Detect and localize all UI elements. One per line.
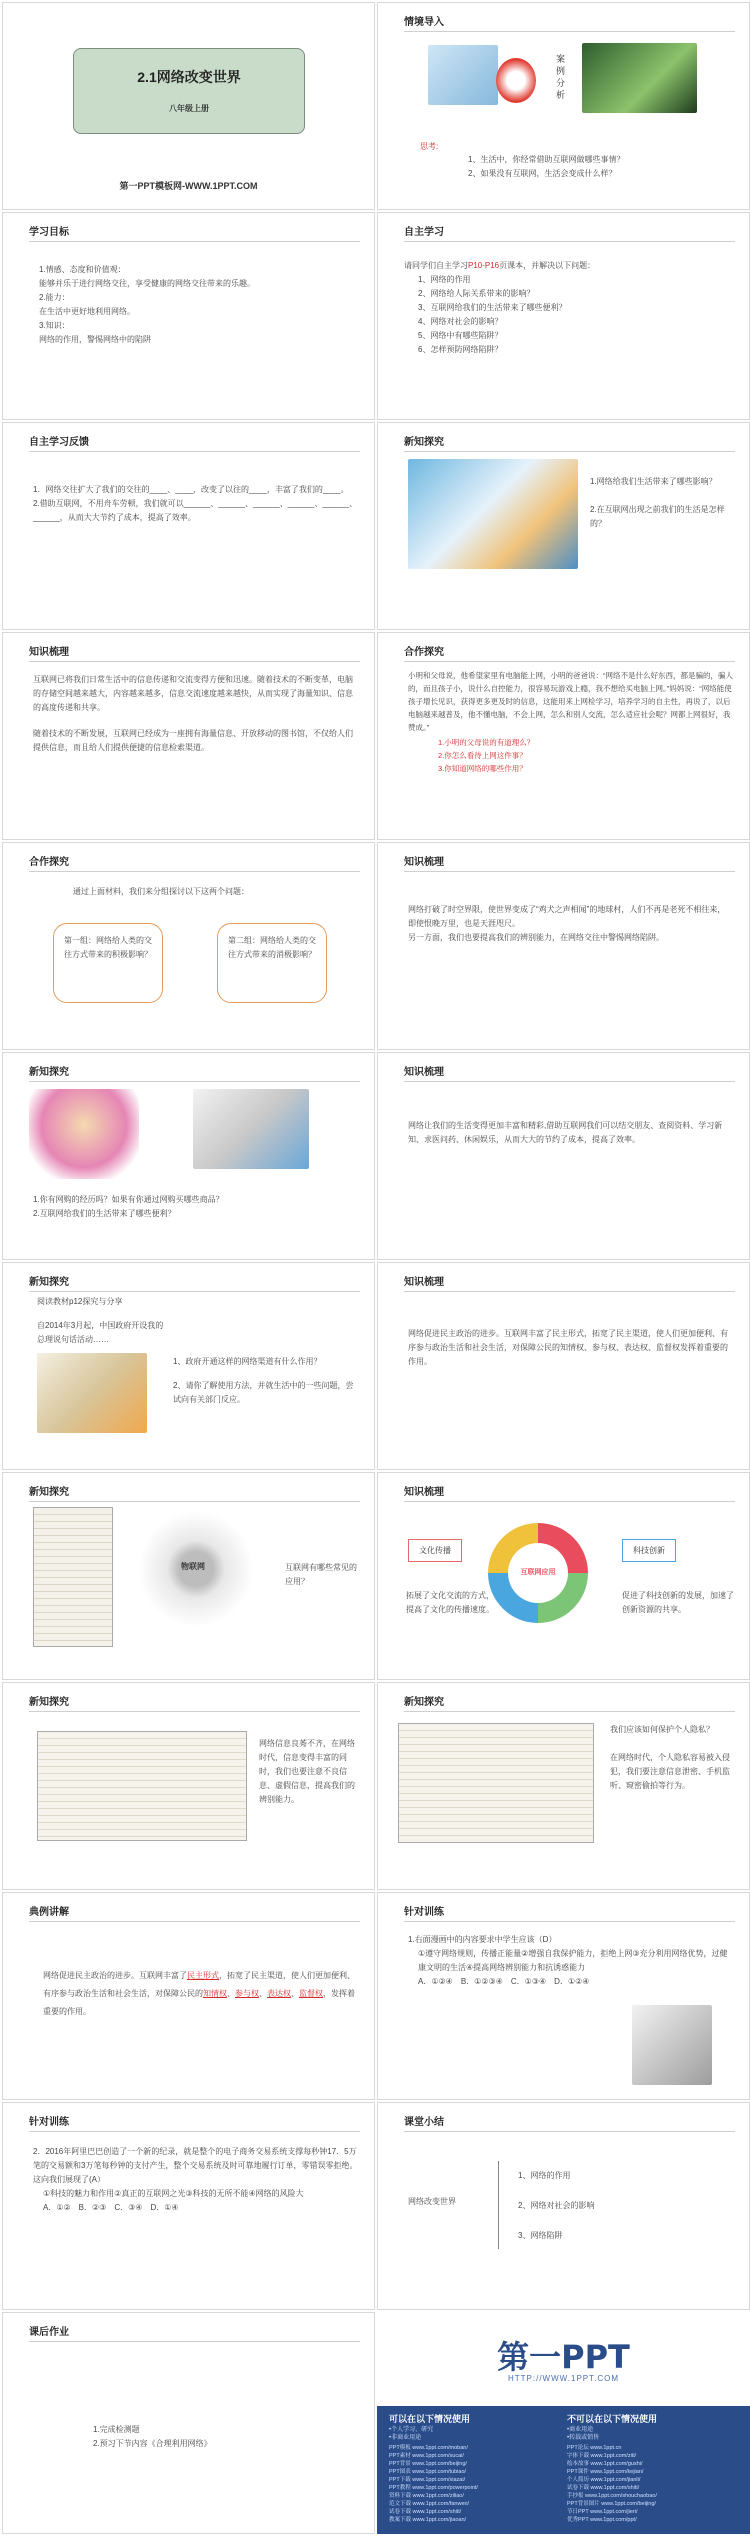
goal-line: 能够并乐于进行网络交往，享受健康的网络交往带来的乐趣。 — [39, 279, 255, 288]
tag-tech: 科技创新 — [622, 1539, 676, 1562]
summary-item: 1、网络的作用 — [518, 2171, 571, 2180]
resource-link[interactable]: 试卷下载 www.1ppt.com/shiti/ — [567, 2485, 640, 2491]
privacy-text — [610, 1723, 733, 1793]
study-item: 1、网络的作用 — [418, 275, 471, 284]
answers: A．①② B．②③ C．③④ D．①④ — [43, 2203, 179, 2212]
computer-photo — [428, 45, 498, 105]
divider — [29, 2131, 360, 2132]
slide-practice-2[interactable] — [2, 2102, 375, 2310]
answer-blank: 监督权 — [299, 1989, 323, 1998]
slide-heading: 情境导入 — [404, 17, 444, 28]
divider — [29, 1501, 360, 1502]
question-1: 1.你有网购的经历吗？如果有你通过网购买哪些商品？ — [33, 1195, 224, 1204]
tag-culture: 文化传播 — [408, 1539, 462, 1562]
resource-link[interactable]: 范文下载 www.1ppt.com/fanwen/ — [389, 2501, 470, 2507]
article-clipping — [398, 1723, 594, 1843]
title-box — [73, 48, 305, 134]
case-label: 案例分析 — [556, 54, 566, 100]
intro-questions — [468, 153, 733, 181]
study-item: 6、怎样预防网络陷阱？ — [418, 345, 503, 354]
resource-link[interactable]: PPT模板 www.1ppt.com/moban/ — [389, 2445, 468, 2451]
answer-blank: 知情权 — [203, 1989, 227, 1998]
slide-self-study[interactable] — [377, 212, 750, 420]
slide-heading: 新知探究 — [404, 1697, 444, 1708]
resource-link[interactable]: 节日PPT www.1ppt.com/jieri/ — [567, 2509, 638, 2515]
goal-line: 2.能力： — [39, 293, 70, 302]
paragraph: 在网络时代，个人隐私容易被入侵犯，我们要注意信息泄密、手机监听、窥密偷拍等行为。 — [610, 1753, 730, 1790]
slide-explore-6[interactable] — [377, 1682, 750, 1890]
slide-explore-5[interactable] — [2, 1682, 375, 1890]
person-photo — [582, 43, 697, 113]
slide-knowledge-2[interactable] — [377, 842, 750, 1050]
paragraph: 网络打破了时空界限，使世界变成了“鸡犬之声相闻”的地球村，人们不再是老死不相往来，即使恨晚万里，也是天涯咫尺。 — [408, 905, 726, 928]
answer-blank: 表达权 — [267, 1989, 291, 1998]
slide-cooperate-2[interactable] — [2, 842, 375, 1050]
paragraph: 另一方面，我们也要提高我们的辨别能力，在网络交往中警惕网络陷阱。 — [408, 933, 664, 942]
divider — [29, 241, 360, 242]
paragraph: 随着技术的不断发展，互联网已经成为一座拥有海量信息、开放移动的图书馆，不仅给人们提供信息，而且给人们提供便捷的信息检索渠道。 — [33, 729, 353, 752]
options: ①科技的魅力和作用②真正的互联网之光③科技的无所不能④网络的风险大 — [43, 2189, 304, 2198]
summary-center: 网络改变世界 — [408, 2197, 456, 2206]
resource-link[interactable]: PPT背景图片 www.1ppt.com/beijing/ — [567, 2501, 656, 2507]
browser-logo-icon — [496, 58, 536, 103]
slide-knowledge-4[interactable] — [377, 1262, 750, 1470]
explore-questions — [173, 1355, 358, 1407]
question-1: 1.网络给我们生活带来了哪些影响？ — [590, 477, 717, 486]
divider — [404, 1291, 735, 1292]
question: 互联网有哪些常见的应用？ — [285, 1563, 357, 1586]
slide-heading: 自主学习 — [404, 227, 444, 238]
resource-link[interactable]: PPT课件 www.1ppt.com/kejian/ — [567, 2469, 644, 2475]
study-item: 3、互联网给我们的生活带来了哪些便利？ — [418, 303, 567, 312]
question-2: 2.在互联网出现之前我们的生活是怎样的？ — [590, 505, 725, 528]
question-2: 2、请你了解使用方法，并就生活中的一些问题，尝试向有关部门反应。 — [173, 1381, 354, 1404]
slide-heading: 新知探究 — [404, 437, 444, 448]
slide-heading: 知识梳理 — [404, 1487, 444, 1498]
divider — [29, 1921, 360, 1922]
slide-heading: 课堂小结 — [404, 2117, 444, 2128]
summary-bracket — [498, 2161, 499, 2249]
shopping-photo — [29, 1089, 139, 1179]
allowed-line: •非商业用途 — [389, 2435, 422, 2441]
divider — [404, 871, 735, 872]
divider — [29, 1081, 360, 1082]
fill-blank-1: 1．网络交往扩大了我们的交往的____、____，改变了以往的____，丰富了我们的____。 — [33, 485, 349, 494]
slide-practice-1[interactable] — [377, 1892, 750, 2100]
slide-heading: 合作探究 — [404, 647, 444, 658]
government-office-photo — [37, 1353, 147, 1433]
slide-homework[interactable] — [2, 2312, 375, 2534]
resource-link[interactable]: 优秀PPT www.1ppt.com/ppt/ — [567, 2517, 637, 2523]
divider — [29, 871, 360, 872]
slide-heading: 知识梳理 — [404, 1067, 444, 1078]
question-2: 2.你怎么看待上网这件事？ — [438, 751, 527, 760]
question: 我们应该如何保护个人隐私？ — [610, 1725, 714, 1734]
forbidden-heading: 不可以在以下情况使用 — [567, 2414, 658, 2424]
homework-list — [93, 2423, 358, 2451]
divider — [29, 1711, 360, 1712]
grade-label: 八年级上册 — [169, 104, 209, 113]
divider — [404, 1921, 735, 1922]
forbidden-line: •商业用途 — [567, 2427, 594, 2433]
paragraph: 网络信息良莠不齐，在网络时代，信息变得丰富的同时，我们也要注意不良信息、虚假信息，提高我们的辨别能力。 — [259, 1739, 355, 1804]
answers: A．①②④ B．①②③④ C．①③④ D．①②④ — [418, 1977, 590, 1986]
lesson-title: 2.1网络改变世界 — [137, 69, 241, 85]
divider — [404, 1711, 735, 1712]
goal-line: 在生活中更好地利用网络。 — [39, 307, 135, 316]
cartoon-image — [632, 2005, 712, 2085]
allowed-line: •个人学习、研究 — [389, 2427, 434, 2433]
knowledge-text — [33, 673, 358, 755]
slide-brand[interactable] — [377, 2312, 750, 2534]
question: 2．2016年阿里巴巴创造了一个新的纪录，就是整个的电子商务交易系统支撑每秒钟17．5万笔的交易额和3万笔每秒钟的支付产生，整个交易系统及时可靠地履行订单，零错误零拒绝。这向我们展现了(A） — [33, 2147, 358, 2184]
divider — [29, 661, 360, 662]
question: 1.右面漫画中的内容要求中学生应该（D） — [408, 1935, 557, 1944]
paragraph: 网络让我们的生活变得更加丰富和精彩,借助互联网我们可以结交朋友、查阅资料、学习新知、求医问药、休闲娱乐，从而大大的节约了成本，提高了效率。 — [408, 1121, 723, 1144]
question-1: 1、政府开通这样的网络渠道有什么作用？ — [173, 1357, 322, 1366]
allowed-heading: 可以在以下情况使用 — [389, 2414, 471, 2424]
divider — [404, 31, 735, 32]
desc-tech: 促进了科技创新的发展，加速了创新资源的共享。 — [622, 1591, 734, 1614]
resource-link[interactable]: 字体下载 www.1ppt.com/ziti/ — [567, 2453, 637, 2459]
divider — [404, 241, 735, 242]
center-label: 互联网应用 — [520, 1569, 556, 1576]
divider — [29, 451, 360, 452]
study-item: 4、网络对社会的影响？ — [418, 317, 503, 326]
resource-link[interactable]: 试卷下载 www.1ppt.com/shiti/ — [389, 2509, 462, 2515]
slide-knowledge-1[interactable] — [2, 632, 375, 840]
slide-heading: 针对训练 — [29, 2117, 69, 2128]
answer-blank: 民主形式 — [187, 1971, 219, 1980]
goal-line: 1.情感、态度和价值观： — [39, 265, 126, 274]
left-links — [389, 2444, 478, 2524]
study-item: 5、网络中有哪些陷阱？ — [418, 331, 503, 340]
laptop-mouse-photo — [193, 1089, 309, 1169]
slide-goals[interactable] — [2, 212, 375, 420]
divider — [29, 2341, 360, 2342]
slide-heading: 新知探究 — [29, 1277, 69, 1288]
question-2: 2、如果没有互联网，生活会变成什么样？ — [468, 169, 617, 178]
slide-feedback[interactable] — [2, 422, 375, 630]
slide-example[interactable] — [2, 1892, 375, 2100]
paragraph: 小明和父母说，他希望家里有电脑能上网，小明的爸爸说：“网络不是什么好东西，都是骗的，骗人的，而且孩子小，说什么自控能力，很容易玩游戏上瘾，我不想给买电脑上网。”妈妈说：“网络能使孩子增长见识，获得更多更及时的信息，这能用来上网检学习，培养学习的自主性，再说了，以后电脑越来越普及，他不懂电脑，不会上网，怎么和别人交流，怎么适应社会呢？网都上网很好，我赞成。” — [408, 671, 733, 732]
think-label: 思考: — [420, 142, 439, 151]
divider — [404, 661, 735, 662]
brand-url: HTTP://WWW.1PPT.COM — [508, 2374, 619, 2383]
homework-item: 1.完成检测题 — [93, 2425, 140, 2434]
resource-link[interactable]: 手抄报 www.1ppt.com/shouchaobao/ — [567, 2493, 657, 2499]
group-2-box: 第二组：网络给人类的交往方式带来的消极影响？ — [217, 923, 327, 1003]
slide-heading: 新知探究 — [29, 1067, 69, 1078]
divider — [404, 1501, 735, 1502]
slide-explore-4[interactable] — [2, 1472, 375, 1680]
case-text — [408, 669, 733, 775]
slide-title[interactable] — [2, 2, 375, 210]
group-1-box: 第一组：网络给人类的交往方式带来的积极影响？ — [53, 923, 163, 1003]
right-links — [567, 2444, 657, 2524]
resource-link[interactable]: PPT图表 www.1ppt.com/tubiao/ — [389, 2469, 467, 2475]
paragraph: 网络促进民主政治的进步。互联网丰富了民主形式，拓宽了民主渠道，使人们更加便利、有序参与政治生活和社会生活，对保障公民的知情权、参与权、表达权、监督权发挥着重要的作用。 — [408, 1329, 728, 1366]
summary-list — [518, 2161, 733, 2251]
study-intro: 请同学们自主学习P10-P16页课本，并解决以下问题： — [404, 261, 596, 270]
homework-item: 2.预习下节内容《合理利用网络》 — [93, 2439, 212, 2448]
article-clipping — [37, 1731, 247, 1841]
self-study-list — [404, 259, 733, 357]
study-item: 2、网络给人际关系带来的影响？ — [418, 289, 535, 298]
reading-instruction: 阅读教材p12探究与分享 — [37, 1297, 123, 1306]
slide-knowledge-5[interactable] — [377, 1472, 750, 1680]
explore-questions — [590, 475, 733, 531]
practice-text — [33, 2145, 358, 2215]
slide-heading: 知识梳理 — [29, 647, 69, 658]
resource-link[interactable]: PPT论坛 www.1ppt.cn — [567, 2445, 622, 2451]
slide-explore-3[interactable] — [2, 1262, 375, 1470]
divider — [404, 2131, 735, 2132]
feedback-text — [33, 483, 358, 525]
options: ①遵守网络规则，传播正能量②增强自我保护能力，拒绝上网③充分利用网络优势，过健康文明的生活④提高网络辨别能力和抗诱惑能力 — [418, 1949, 728, 1972]
slide-heading: 知识梳理 — [404, 1277, 444, 1288]
goals-list — [39, 263, 358, 347]
slide-heading: 合作探究 — [29, 857, 69, 868]
intro-text: 通过上面材料，我们来分组探讨以下这两个问题： — [73, 887, 249, 896]
footer-text: 第一PPT模板网-WWW.1PPT.COM — [119, 181, 258, 191]
resource-link[interactable]: PPT背景 www.1ppt.com/beijing/ — [389, 2461, 467, 2467]
answer-blank: 参与权 — [235, 1989, 259, 1998]
divider — [404, 451, 735, 452]
divider — [404, 1081, 735, 1082]
divider — [29, 1291, 360, 1292]
slide-heading: 新知探究 — [29, 1697, 69, 1708]
resource-link[interactable]: 资料下载 www.1ppt.com/ziliao/ — [389, 2493, 464, 2499]
practice-text — [408, 1933, 733, 1989]
slide-intro[interactable] — [377, 2, 750, 210]
paragraph: 互联网已将我们日常生活中的信息传递和交流变得方便和迅速。随着技术的不断变革，电脑的存储空间越来越大，内容越来越多，信息交流速度越来越快，从而实现了海量知识、信息的高度传递和共享。 — [33, 675, 353, 712]
knowledge-text — [408, 903, 733, 945]
question-1: 1.小明的父母说的有道理么？ — [438, 738, 535, 747]
resource-link[interactable]: PPT教程 www.1ppt.com/powerpoint/ — [389, 2485, 478, 2491]
brand-logo: 第一PPT — [497, 2338, 630, 2376]
question-3: 3.你知道网络的哪些作用？ — [438, 764, 527, 773]
slide-explore-2[interactable] — [2, 1052, 375, 1260]
summary-item: 3、网络陷阱 — [518, 2231, 563, 2240]
question-2: 2.互联网给我们的生活带来了哪些便利？ — [33, 1209, 176, 1218]
case-text: 自2014年3月起，中国政府开设我的总理说句话活动…… — [37, 1321, 164, 1344]
social-media-photo — [408, 459, 578, 569]
desc-culture: 拓展了文化交流的方式，提高了文化的传播速度。 — [406, 1591, 494, 1614]
slide-knowledge-3[interactable] — [377, 1052, 750, 1260]
slide-heading: 新知探究 — [29, 1487, 69, 1498]
resource-link[interactable]: 教案下载 www.1ppt.com/jiaoan/ — [389, 2517, 467, 2523]
fill-blank-2: 2.借助互联网，不用舟车劳顿，我们就可以______、______、______、______、______、______，从而大大节约了成本，提高了效率。 — [33, 499, 358, 522]
goal-line: 网络的作用，警惕网络中的陷阱 — [39, 335, 151, 344]
resource-link[interactable]: PPT素材 www.1ppt.com/sucai/ — [389, 2453, 464, 2459]
slide-heading: 学习目标 — [29, 227, 69, 238]
slide-summary[interactable] — [377, 2102, 750, 2310]
article-clipping — [33, 1507, 113, 1647]
resource-link[interactable]: PPT下载 www.1ppt.com/xiazai/ — [389, 2477, 466, 2483]
brand-footer — [377, 2406, 750, 2534]
slide-heading: 典例讲解 — [29, 1907, 69, 1918]
explore-questions — [33, 1193, 358, 1221]
slide-heading: 自主学习反馈 — [29, 437, 89, 448]
slide-heading: 课后作业 — [29, 2327, 69, 2338]
resource-link[interactable]: 绘本故事 www.1ppt.com/gushi/ — [567, 2461, 643, 2467]
example-text: 网络促进民主政治的进步。互联网丰富了民主形式，拓宽了民主渠道，使人们更加便利、有序参与政治生活和社会生活，对保障公民的知情权、参与权、表达权、监督权，发挥着重要的作用。 — [43, 1971, 355, 2016]
slide-cooperate-1[interactable] — [377, 632, 750, 840]
slide-heading: 针对训练 — [404, 1907, 444, 1918]
summary-item: 2、网络对社会的影响 — [518, 2201, 595, 2210]
resource-link[interactable]: 个人简历 www.1ppt.com/jianli/ — [567, 2477, 641, 2483]
question-1: 1、生活中，你经常借助互联网做哪些事情？ — [468, 155, 625, 164]
slide-explore-1[interactable] — [377, 422, 750, 630]
slide-heading: 知识梳理 — [404, 857, 444, 868]
goal-line: 3.知识： — [39, 321, 70, 330]
forbidden-line: •转载或销售 — [567, 2435, 600, 2441]
iot-hub-label: 物联网 — [181, 1562, 205, 1571]
